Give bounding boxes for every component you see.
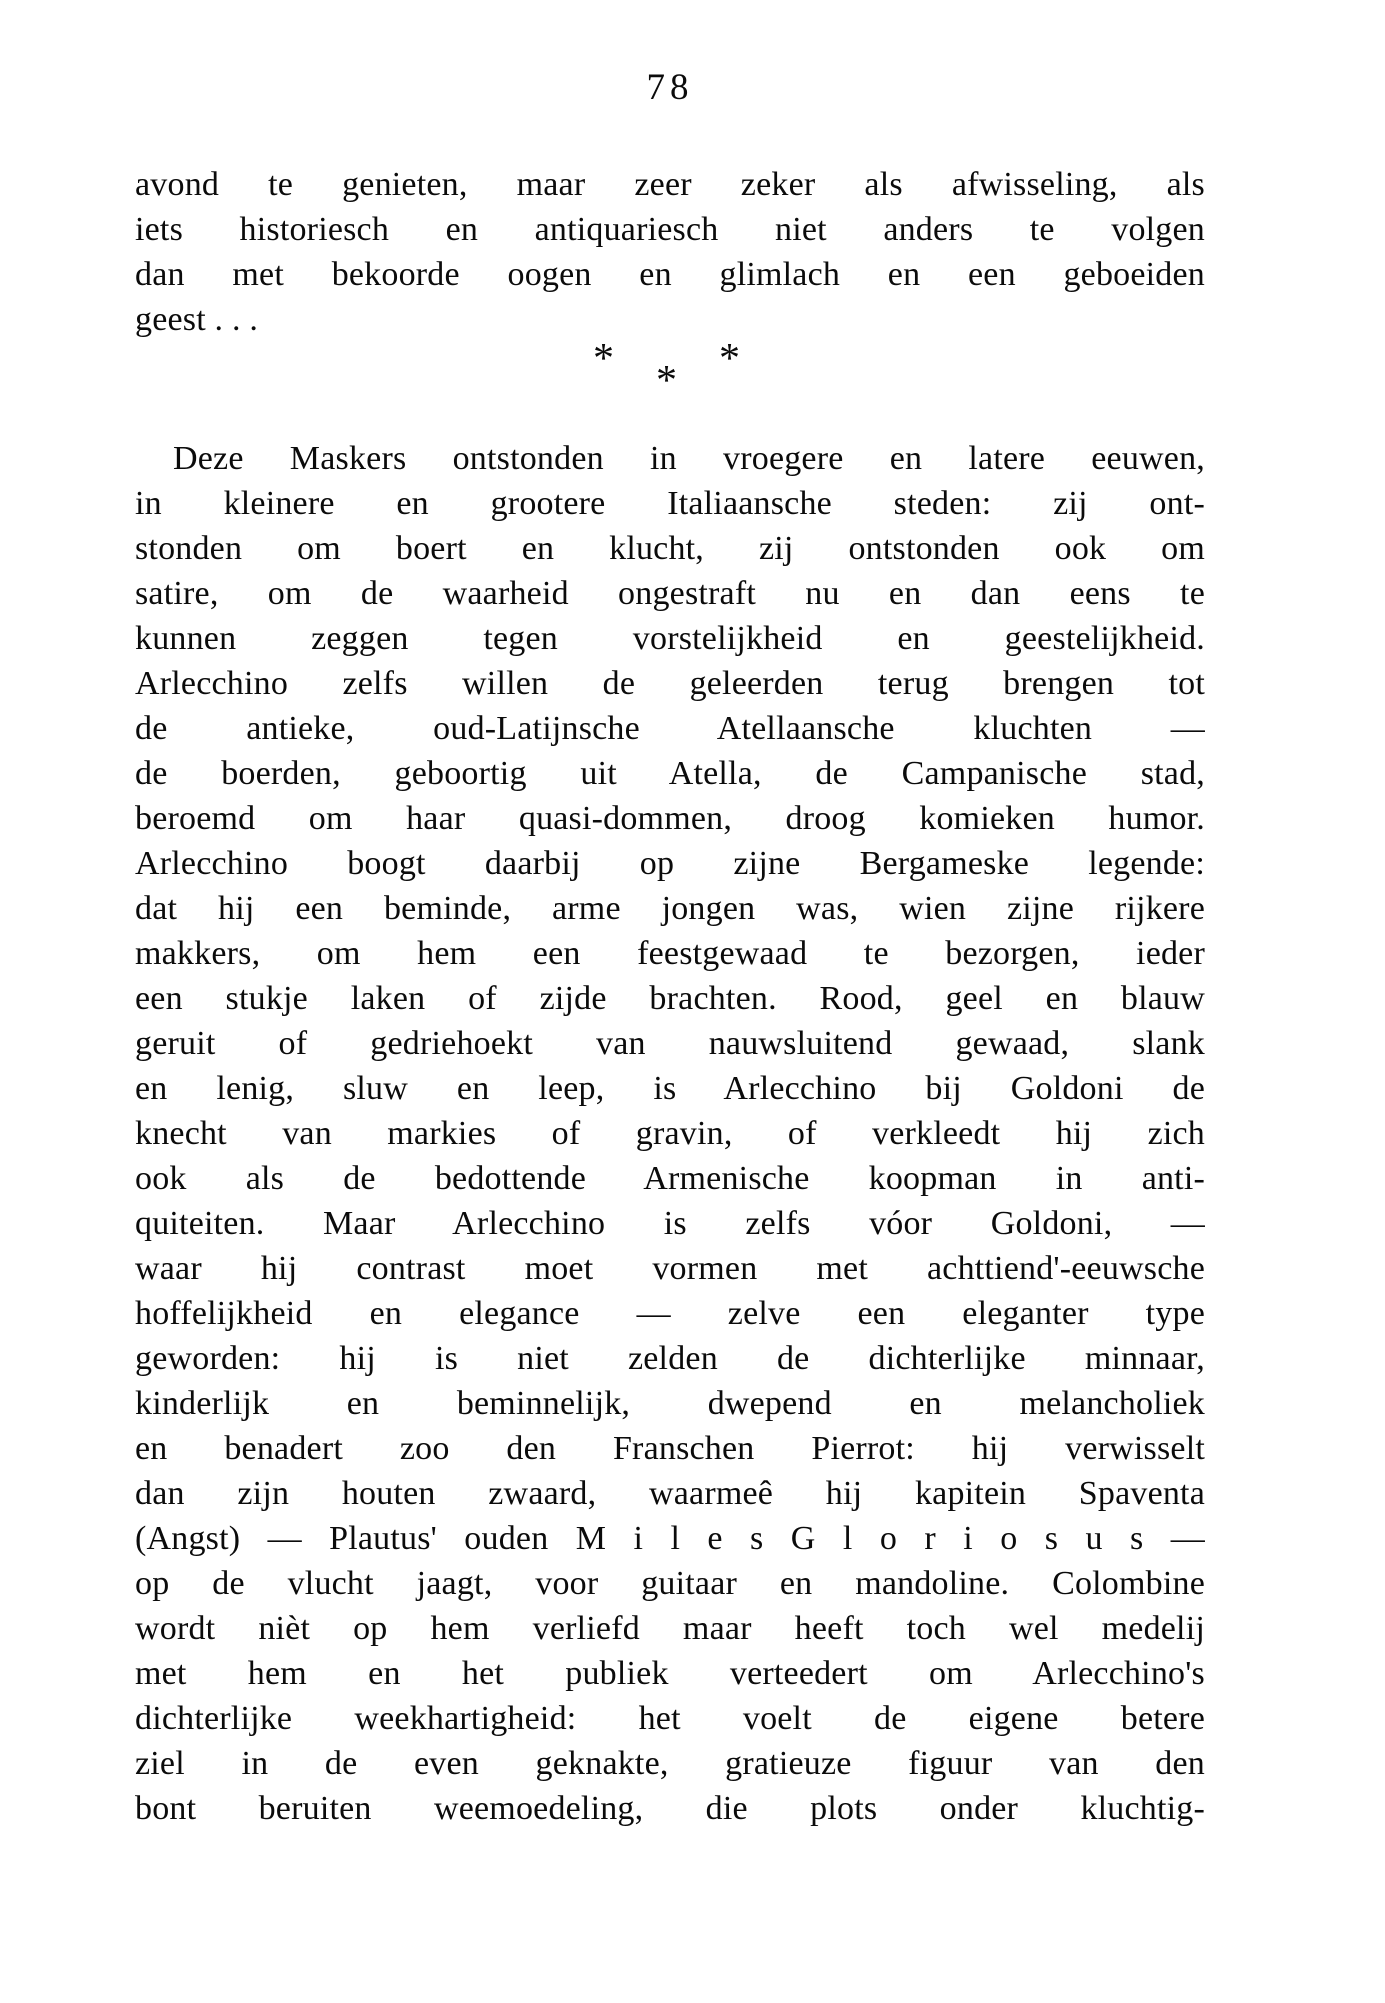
text-line: quiteiten. Maar Arlecchino is zelfs vóor Goldoni, — [135,1205,1205,1242]
text-line: beroemd om haar quasi-dommen, droog komieken humor. [135,800,1205,837]
text-line: met hem en het publiek verteedert om Arlecchino's [135,1655,1205,1692]
text-line: de boerden, geboortig uit Atella, de Campanische stad, [135,755,1205,792]
text-line: dan met bekoorde oogen en glimlach en een geboeiden [135,256,1205,293]
text-line: een stukje laken of zijde brachten. Rood, geel en blauw [135,980,1205,1017]
text-line: geworden: hij is niet zelden de dichterlijke minnaar, [135,1340,1205,1377]
text-line: de antieke, oud-Latijnsche Atellaansche kluchten — [135,710,1205,747]
text-line: en lenig, sluw en leep, is Arlecchino bij Goldoni de [135,1070,1205,1107]
text-line: wordt nièt op hem verliefd maar heeft toch wel medelij [135,1610,1205,1647]
text-line: dan zijn houten zwaard, waarmeê hij kapitein Spaventa [135,1475,1205,1512]
text-line: avond te genieten, maar zeer zeker als afwisseling, als [135,166,1205,203]
text-line: waar hij contrast moet vormen met achttiend'-eeuwsche [135,1250,1205,1287]
text-line: ziel in de even geknakte, gratieuze figuur van den [135,1745,1205,1782]
text-line: geruit of gedriehoekt van nauwsluitend gewaad, slank [135,1025,1205,1062]
text-line: satire, om de waarheid ongestraft nu en dan eens te [135,575,1205,612]
asterisk-icon: * [593,336,614,382]
text-line: stonden om boert en klucht, zij ontstonden ook om [135,530,1205,567]
paragraph-main [135,436,1205,1831]
text-line: iets historiesch en antiquariesch niet anders te volgen [135,211,1205,248]
text-line: dat hij een beminde, arme jongen was, wien zijne rijkere [135,890,1205,927]
text-line: bont beruiten weemoedeling, die plots onder kluchtig- [135,1790,1205,1827]
text-line: kunnen zeggen tegen vorstelijkheid en geestelijkheid. [135,620,1205,657]
asterisk-icon: * [719,336,740,382]
text-line: in kleinere en grootere Italiaansche steden: zij ont- [135,485,1205,522]
text-line: ook als de bedottende Armenische koopman in anti- [135,1160,1205,1197]
page-number: 78 [646,67,694,108]
text-line: Arlecchino zelfs willen de geleerden terug brengen tot [135,665,1205,702]
text-line: Deze Maskers ontstonden in vroegere en latere eeuwen, [173,440,1205,477]
text-line: kinderlijk en beminnelijk, dwepend en melancholiek [135,1385,1205,1422]
text-line: knecht van markies of gravin, of verkleedt hij zich [135,1115,1205,1152]
text-line: Arlecchino boogt daarbij op zijne Bergameske legende: [135,845,1205,882]
text-line: makkers, om hem een feestgewaad te bezorgen, ieder [135,935,1205,972]
text-line: hoffelijkheid en elegance — zelve een eleganter type [135,1295,1205,1332]
asterisk-icon: * [656,358,677,404]
text-line: en benadert zoo den Franschen Pierrot: hij verwisselt [135,1430,1205,1467]
asterisk-separator [135,336,1205,431]
text-line: geest . . . [135,301,259,338]
text-line: (Angst) — Plautus' ouden M i l e s G l o r i o s u s — [135,1520,1205,1557]
text-line: dichterlijke weekhartigheid: het voelt de eigene betere [135,1700,1205,1737]
text-line: op de vlucht jaagt, voor guitaar en mandoline. Colombine [135,1565,1205,1602]
paragraph-continuation [135,162,1205,342]
